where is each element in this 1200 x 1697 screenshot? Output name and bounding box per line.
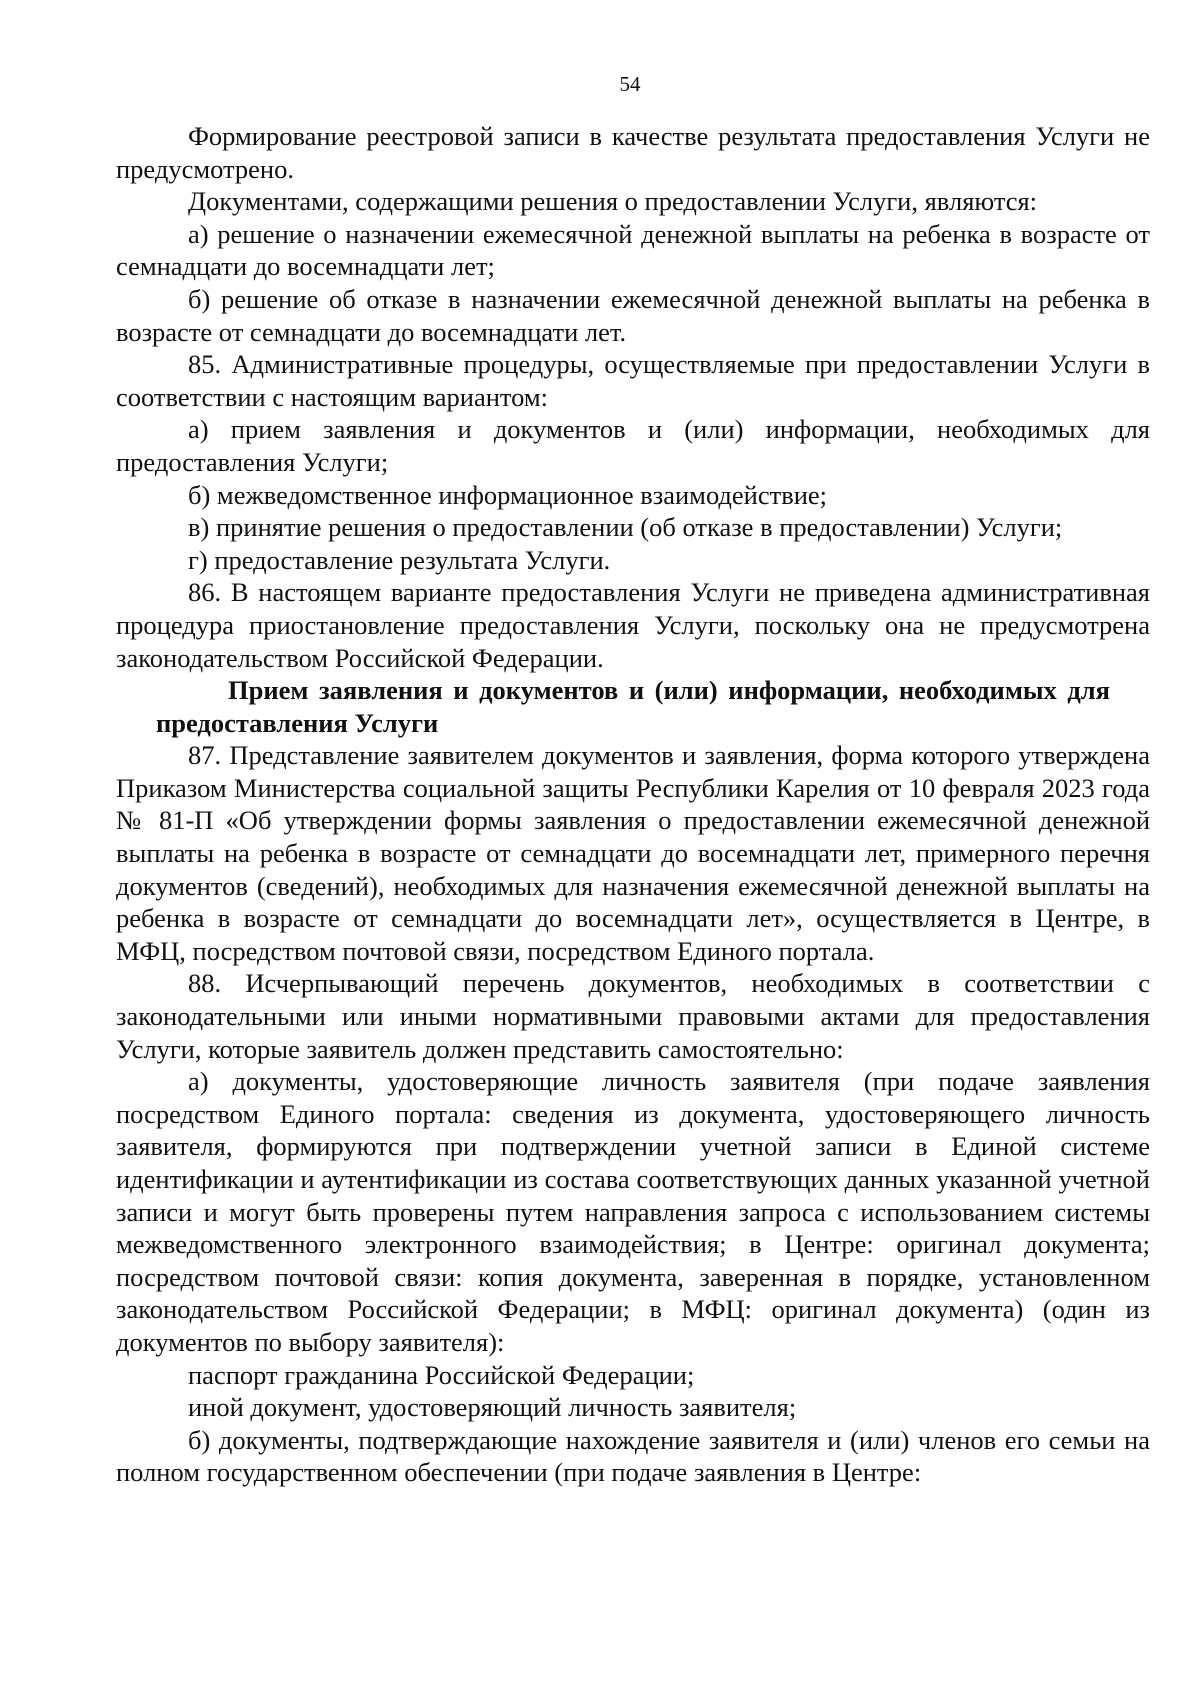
- paragraph: 87. Представление заявителем документов и заявления, форма которого утверждена Приказом Министерства социальной защиты Республики Карелия от 10 февраля 2023 года № 81-П «Об утверждении формы заявления о предоставлении ежемесячной денежной выплаты на ребенка в возрасте от семнадцати до восемнадцати лет, примерного перечня документов (сведений), необходимых для назначения ежемесячной денежной выплаты на ребенка в возрасте от семнадцати до восемнадцати лет», осуществляется в Центре, в МФЦ, посредством почтовой связи, посредством Единого портала.: [116, 740, 1150, 966]
- list-item: паспорт гражданина Российской Федерации;: [188, 1359, 695, 1390]
- list-item: иной документ, удостоверяющий личность заявителя;: [188, 1392, 797, 1423]
- paragraph: 85. Административные процедуры, осуществляемые при предоставлении Услуги в соответствии с настоящим вариантом:: [116, 349, 1150, 412]
- list-item: а) решение о назначении ежемесячной денежной выплаты на ребенка в возрасте от семнадцати до восемнадцати лет;: [116, 218, 1150, 282]
- paragraph: 86. В настоящем варианте предоставления Услуги не приведена административная процедура приостановление предоставления Услуги, поскольку она не предусмотрена законодательством Российской Федерации.: [116, 577, 1150, 673]
- list-item: б) решение об отказе в назначении ежемесячной денежной выплаты на ребенка в возрасте от семнадцати до восемнадцати лет.: [116, 283, 1150, 347]
- paragraph: 88. Исчерпывающий перечень документов, необходимых в соответствии с законодательными или иными нормативными правовыми актами для предоставления Услуги, которые заявитель должен представить самостоятельно:: [116, 968, 1150, 1064]
- list-item: г) предоставление результата Услуги.: [188, 544, 611, 575]
- paragraph: Формирование реестровой записи в качестве результата предоставления Услуги не предусмотрено.: [116, 121, 1150, 184]
- document-body: [116, 120, 1150, 1489]
- list-item: а) документы, удостоверяющие личность заявителя (при подаче заявления посредством Единого портала: сведения из документа, удостоверяющего личность заявителя, формируются при подтверждении учетной записи в Единой системе идентификации и аутентификации из состава соответствующих данных указанной учетной записи и могут быть проверены путем направления запроса с использованием системы межведомственного электронного взаимодействия; в Центре: оригинал документа; посредством почтовой связи: копия документа, заверенная в порядке, установленном законодательством Российской Федерации; в МФЦ: оригинал документа) (один из документов по выбору заявителя):: [116, 1066, 1150, 1357]
- page-number: 54: [619, 72, 641, 96]
- list-item: б) межведомственное информационное взаимодействие;: [188, 479, 828, 510]
- list-item: б) документы, подтверждающие нахождение заявителя и (или) членов его семьи на полном государственном обеспечении (при подаче заявления в Центре:: [116, 1424, 1150, 1488]
- list-item: а) прием заявления и документов и (или) информации, необходимых для предоставления Услуги;: [116, 414, 1150, 477]
- list-item: в) принятие решения о предоставлении (об отказе в предоставлении) Услуги;: [188, 512, 1063, 543]
- paragraph: Документами, содержащими решения о предоставлении Услуги, являются:: [188, 186, 1038, 217]
- section-heading: Прием заявления и документов и (или) информации, необходимых для предоставления Услуги: [156, 675, 1110, 738]
